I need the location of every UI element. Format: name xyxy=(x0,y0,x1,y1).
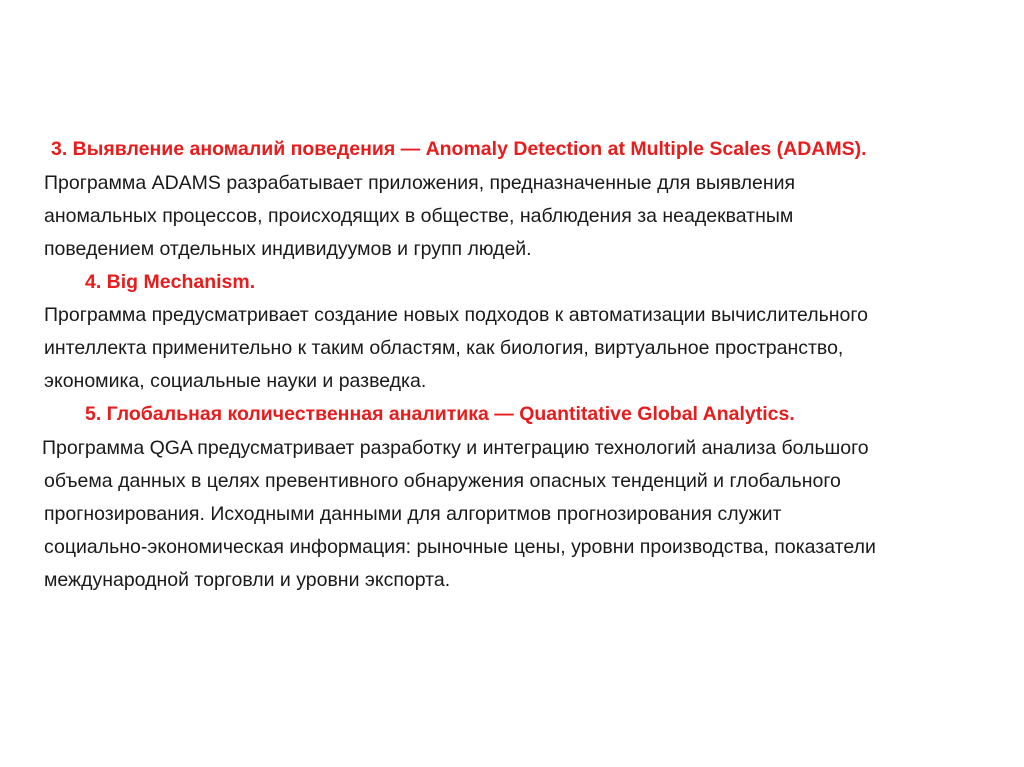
section-big-mechanism-line-3: экономика, социальные науки и разведка. xyxy=(44,370,427,392)
section-heading-qga: 5. Глобальная количественная аналитика — Quantitative Global Analytics. xyxy=(85,403,795,425)
section-qga-line-4: социально-экономическая информация: рыночные цены, уровни производства, показатели xyxy=(44,536,876,558)
section-qga-line-1: Программа QGA предусматривает разработку и интеграцию технологий анализа большого xyxy=(42,437,869,459)
section-heading-adams: 3. Выявление аномалий поведения — Anomaly Detection at Multiple Scales (ADAMS). xyxy=(51,138,867,160)
section-big-mechanism-line-1: Программа предусматривает создание новых подходов к автоматизации вычислительного xyxy=(44,304,868,326)
section-heading-big-mechanism: 4. Big Mechanism. xyxy=(85,271,256,293)
section-qga-line-5: международной торговли и уровни экспорта. xyxy=(44,569,451,591)
section-adams-line-1: Программа ADAMS разрабатывает приложения, предназначенные для выявления xyxy=(44,172,796,194)
section-big-mechanism-line-2: интеллекта применительно к таким областям, как биология, виртуальное пространство, xyxy=(44,337,844,359)
section-qga-line-3: прогнозирования. Исходными данными для алгоритмов прогнозирования служит xyxy=(44,503,782,525)
section-qga-line-2: объема данных в целях превентивного обнаружения опасных тенденций и глобального xyxy=(44,470,841,492)
section-adams-line-2: аномальных процессов, происходящих в обществе, наблюдения за неадекватным xyxy=(44,205,794,227)
section-adams-line-3: поведением отдельных индивидуумов и групп людей. xyxy=(44,238,532,260)
